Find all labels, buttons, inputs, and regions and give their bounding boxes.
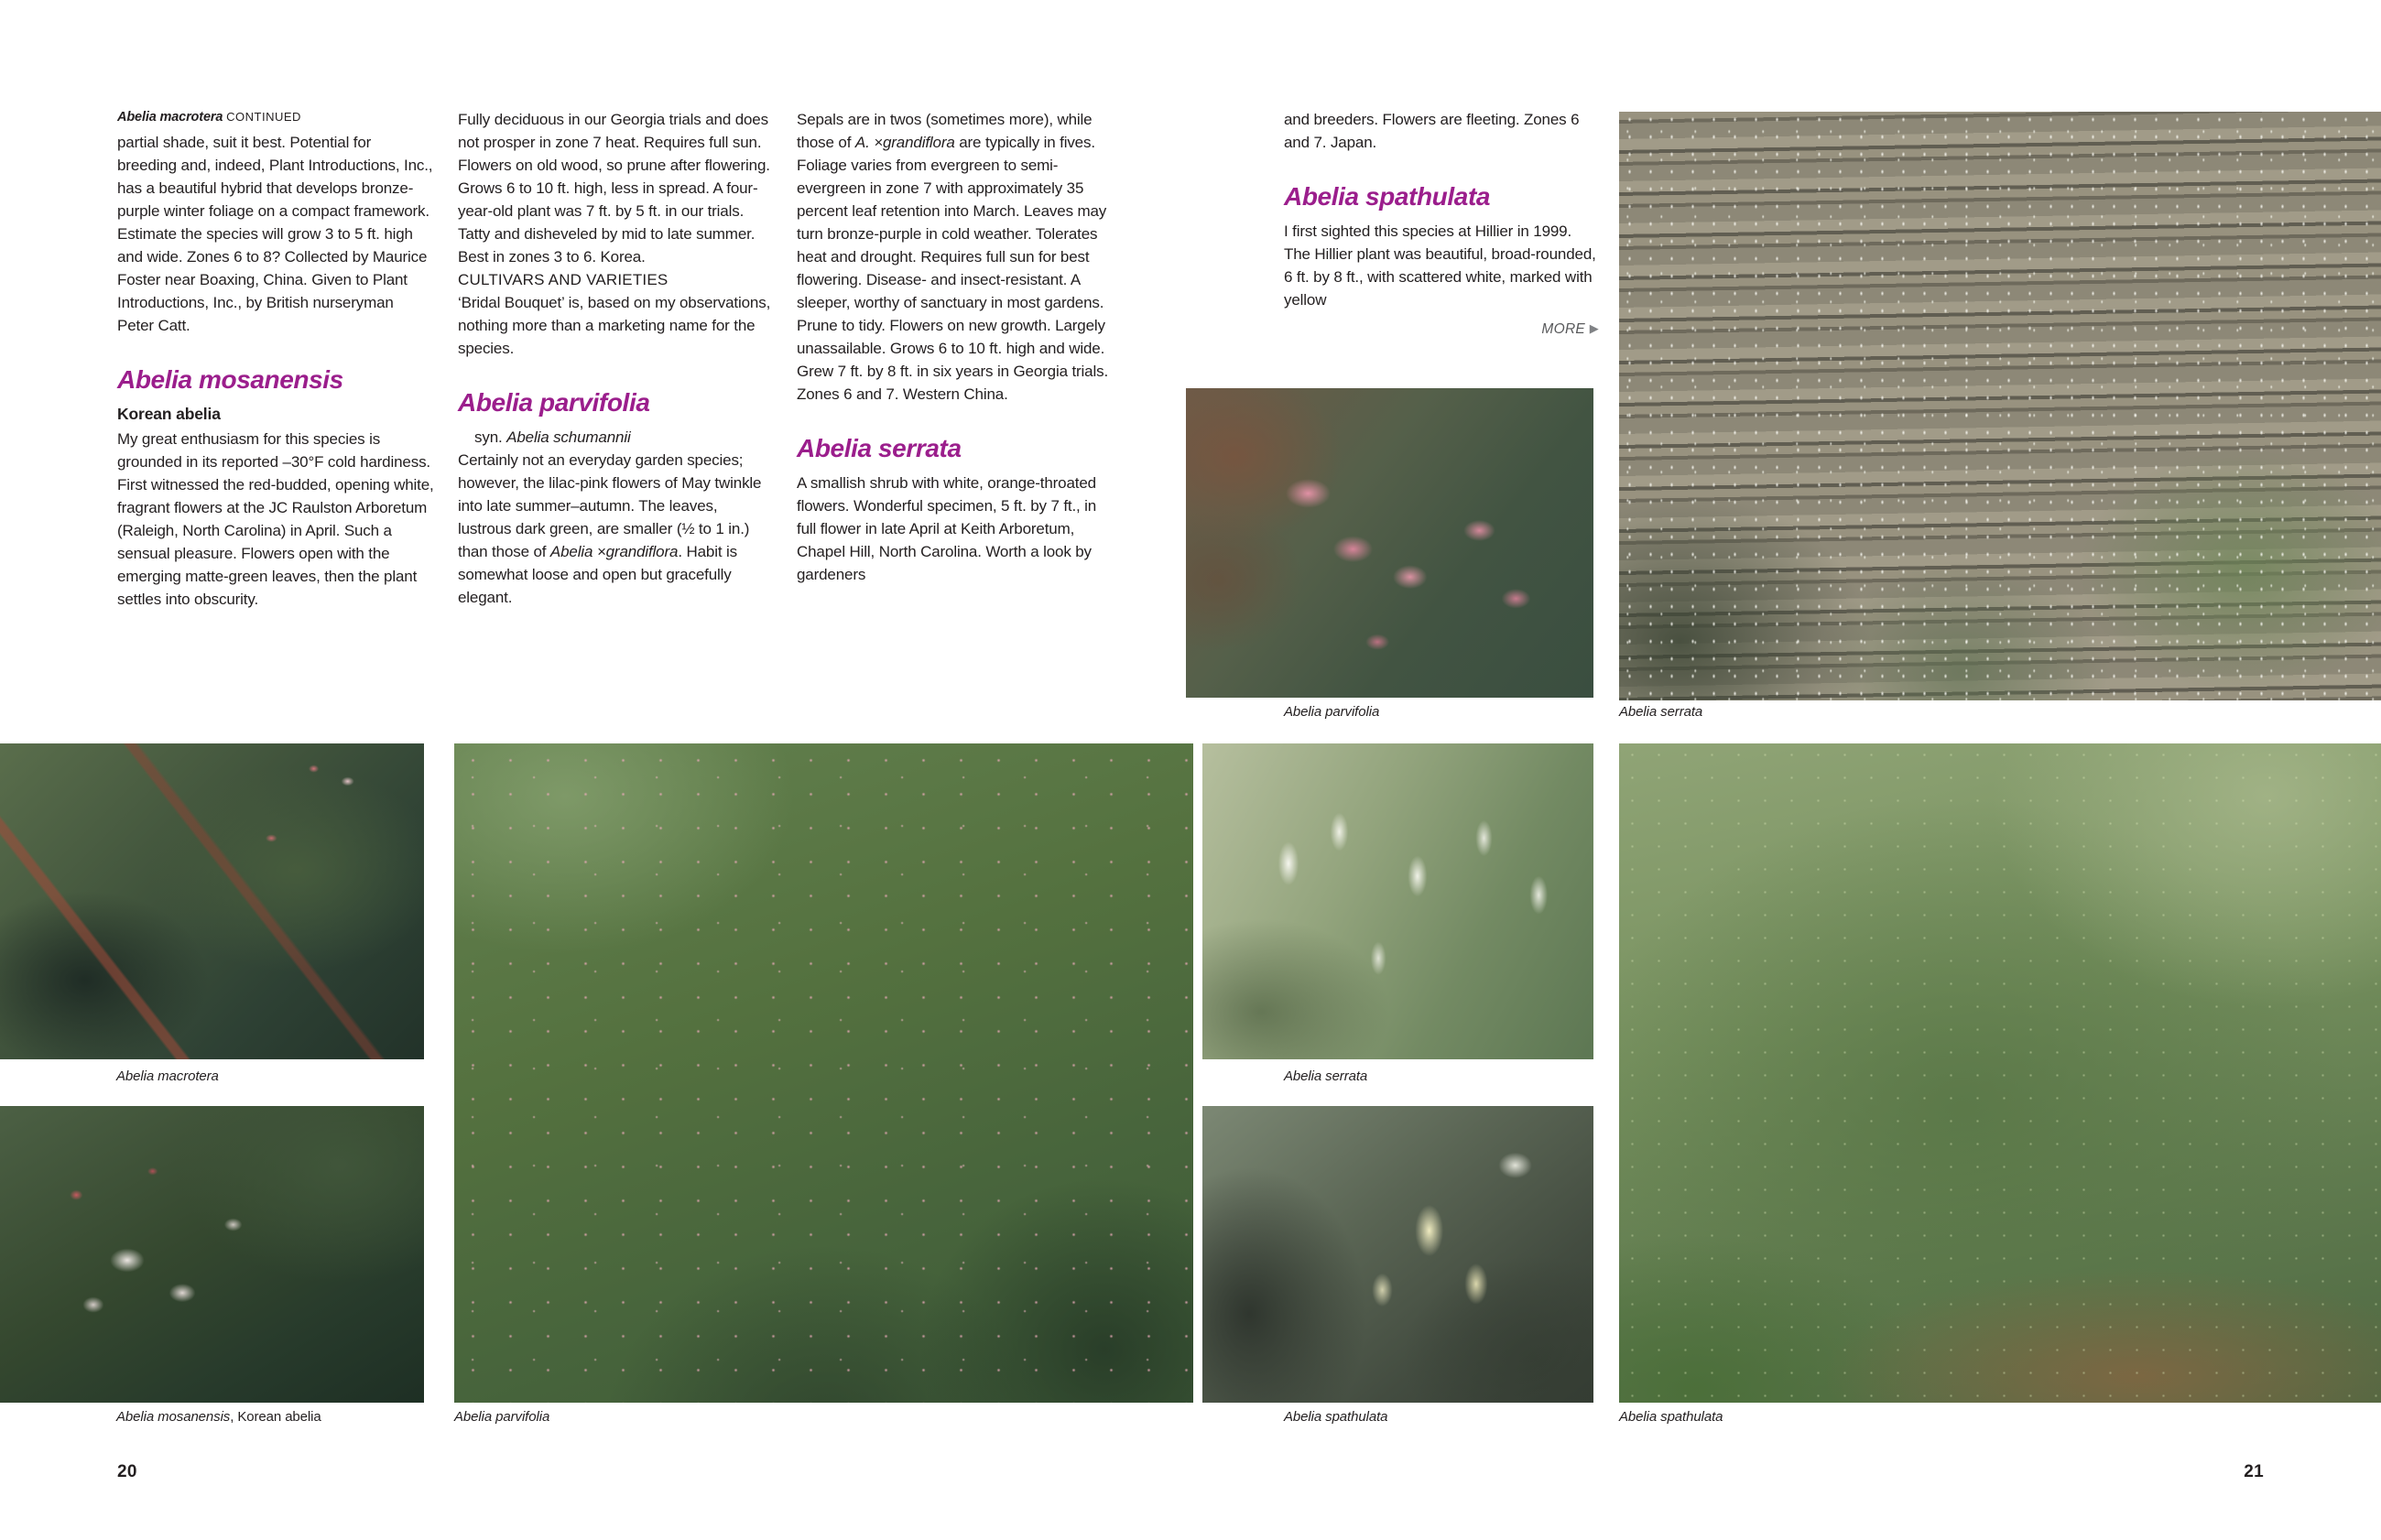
photo-abelia-spathulata-flowers (1202, 1106, 1593, 1403)
synonym-line (458, 426, 775, 449)
paragraph-mosanensis-continued: Fully deciduous in our Georgia trials and does not prosper in zone 7 heat. Requires full sun. Flowers on old wood, so prune after flowering. Grows 6 to 10 ft. high, less in spread. A four-year-old plant was 7 ft. by 5 ft. in our trials. Tatty and disheveled by mid to late summer. Best in zones 3 to 6. Korea. (458, 111, 770, 266)
caption-serrata-mid: Abelia serrata (1284, 1068, 1368, 1084)
more-arrow-icon: ▶ (1589, 321, 1599, 335)
paragraph-spathulata: I first sighted this species at Hillier in 1999. The Hillier plant was beautiful, broad-rounded, 6 ft. by 8 ft., with scattered white, marked with yellow (1284, 222, 1596, 309)
caption-spathulata-mid: Abelia spathulata (1284, 1409, 1388, 1425)
paragraph-parvifolia-continued: Sepals are in twos (sometimes more), while those of A. ×grandiflora are typically in fives. Foliage varies from evergreen to semi-evergreen in zone 7 with approximately 35 percent leaf retention into March. Leaves may turn bronze-purple in cold weather. Tolerates heat and drought. Requires full sun for best flowering. Disease- and insect-resistant. A sleeper, worthy of sanctuary in most gardens. Prune to tidy. Flowers on new growth. Largely unassailable. Grows 6 to 10 ft. high and wide. Grew 7 ft. by 8 ft. in six years in Georgia trials. Zones 6 and 7. Western China. (797, 111, 1109, 403)
photo-abelia-macrotera (0, 743, 424, 1059)
continued-header (117, 108, 434, 126)
species-heading-spathulata: Abelia spathulata (1284, 182, 1491, 211)
continued-species-name: Abelia macrotera (117, 110, 223, 125)
paragraph-cultivars: ‘Bridal Bouquet’ is, based on my observations, nothing more than a marketing name for the species. (458, 294, 771, 357)
species-heading-mosanensis: Abelia mosanensis (117, 365, 343, 394)
cultivars-label: CULTIVARS AND VARIETIES (458, 271, 669, 288)
more-label: MORE (1541, 321, 1586, 337)
caption-spathulata-big: Abelia spathulata (1619, 1409, 1723, 1425)
caption-macrotera: Abelia macrotera (116, 1068, 219, 1084)
caption-serrata-top: Abelia serrata (1619, 704, 1703, 720)
page-number-right: 21 (2244, 1462, 2264, 1481)
photo-abelia-spathulata-shrub (1619, 743, 2381, 1403)
continued-label: CONTINUED (226, 110, 301, 124)
text-column-4 (1284, 108, 1599, 341)
text-column-2 (458, 108, 775, 609)
synonym-species: Abelia schumannii (506, 428, 631, 446)
photo-abelia-parvifolia-shrub (454, 743, 1193, 1403)
text-column-1 (117, 108, 434, 611)
more-continuation-marker (1284, 318, 1599, 341)
caption-mosanensis: Abelia mosanensis, Korean abelia (116, 1409, 321, 1425)
photo-abelia-serrata-flowers (1202, 743, 1593, 1059)
paragraph-serrata: A smallish shrub with white, orange-throated flowers. Wonderful specimen, 5 ft. by 7 ft., in full flower in late April at Keith Arboretum, Chapel Hill, North Carolina. Worth a look by gardeners (797, 474, 1097, 583)
paragraph-parvifolia: Certainly not an everyday garden species; however, the lilac-pink flowers of May twinkle into late summer–autumn. The leaves, lustrous dark green, are smaller (½ to 1 in.) than those of Abelia ×grandiflora. Habit is somewhat loose and open but gracefully elegant. (458, 451, 762, 606)
photo-abelia-mosanensis (0, 1106, 424, 1403)
species-heading-serrata: Abelia serrata (797, 434, 962, 462)
paragraph-serrata-continued: and breeders. Flowers are fleeting. Zones 6 and 7. Japan. (1284, 111, 1580, 151)
species-heading-parvifolia: Abelia parvifolia (458, 388, 650, 417)
caption-parvifolia-top: Abelia parvifolia (1284, 704, 1380, 720)
photo-abelia-serrata-large (1619, 112, 2381, 700)
caption-parvifolia-bottom: Abelia parvifolia (454, 1409, 550, 1425)
text-column-3 (797, 108, 1114, 586)
paragraph-macrotera-continued: partial shade, suit it best. Potential for breeding and, indeed, Plant Introductions, Inc., has a beautiful hybrid that develops bronze-purple winter foliage on a compact framework. Estimate the species will grow 3 to 5 ft. high and wide. Zones 6 to 8? Collected by Maurice Foster near Boaxing, China. Given to Plant Introductions, Inc., by British nurseryman Peter Catt. (117, 134, 433, 334)
synonym-prefix: syn. (474, 428, 507, 446)
common-name-subhead: Korean abelia (117, 405, 221, 423)
photo-abelia-parvifolia-closeup (1186, 388, 1593, 698)
paragraph-mosanensis: My great enthusiasm for this species is grounded in its reported –30°F cold hardiness. First witnessed the red-budded, opening white, fragrant flowers at the JC Raulston Arboretum (Raleigh, North Carolina) in April. Such a sensual pleasure. Flowers open with the emerging matte-green leaves, then the plant settles into obscurity. (117, 430, 434, 608)
page-number-left: 20 (117, 1462, 137, 1481)
